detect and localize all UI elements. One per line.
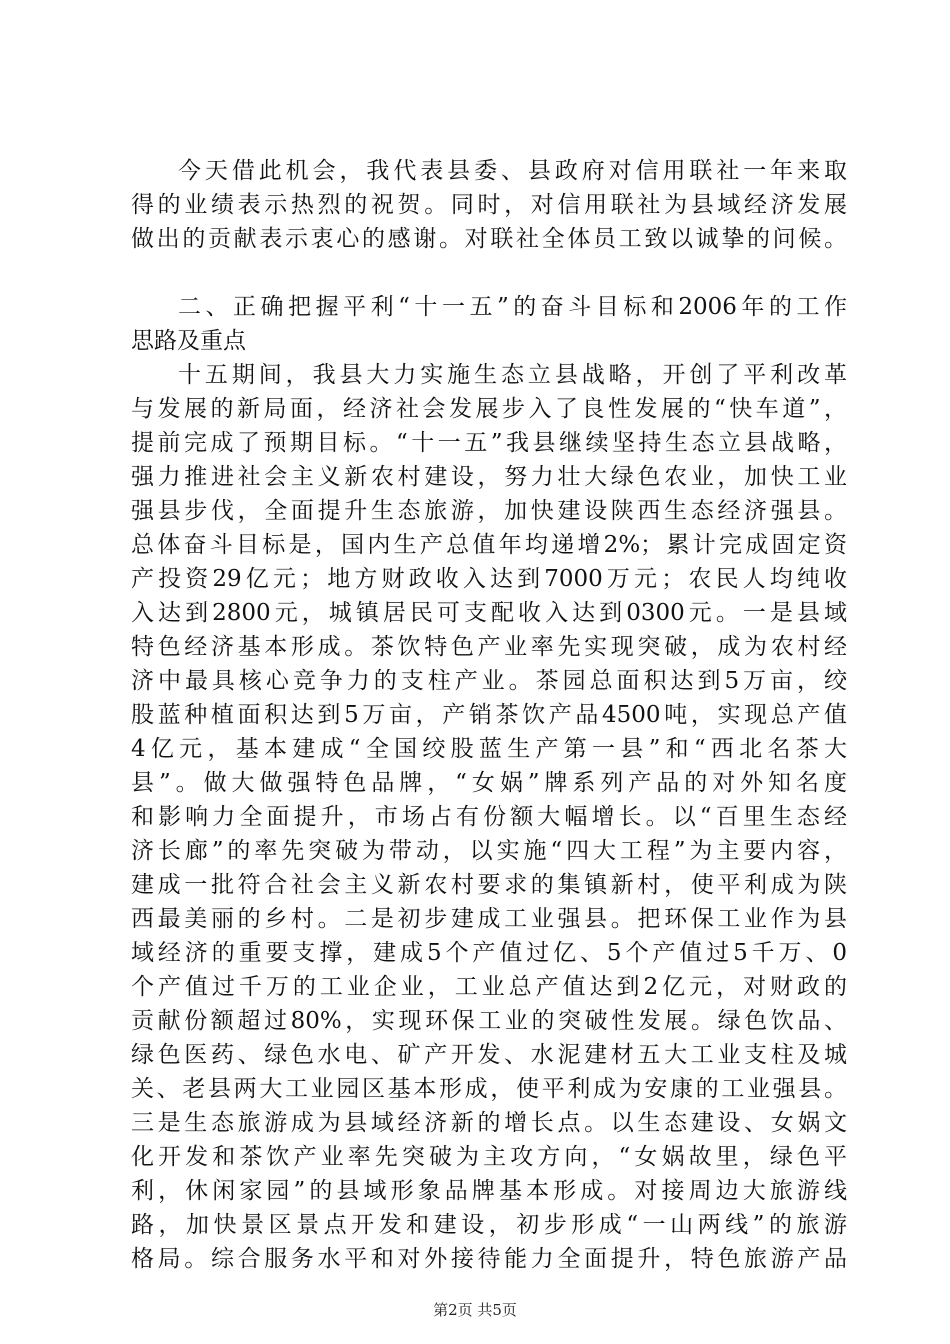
paragraph-1-line-1: 今天借此机会，我代表县委、县政府对信用联社一年来取 [178,158,847,184]
paragraph-2-line-23: 三是生态旅游成为县域经济新的增长点。以生态建设、女娲文 [131,1110,847,1136]
section-heading-line-1: 二、正确把握平利“十一五”的奋斗目标和2006年的工作 [178,294,847,320]
paragraph-2-line-1: 十五期间，我县大力实施生态立县战略，开创了平利改革 [178,362,847,388]
paragraph-2-line-15: 济长廊”的率先突破为带动，以实施“四大工程”为主要内容， [131,838,847,864]
paragraph-1-line-2: 得的业绩表示热烈的祝贺。同时，对信用联社为县域经济发展 [131,192,847,218]
section-heading-line-2: 思路及重点 [131,328,246,354]
paragraph-2-line-9: 特色经济基本形成。茶饮特色产业率先实现突破，成为农村经 [131,634,847,660]
paragraph-2-line-24: 化开发和茶饮产业率先突破为主攻方向，“女娲故里，绿色平 [131,1144,847,1170]
paragraph-2-line-27: 格局。综合服务水平和对外接待能力全面提升，特色旅游产品 [131,1246,847,1272]
paragraph-2-line-17: 西最美丽的乡村。二是初步建成工业强县。把环保工业作为县 [131,906,847,932]
paragraph-2-line-7: 产投资29亿元；地方财政收入达到7000万元；农民人均纯收 [131,566,847,592]
paragraph-2-line-18: 域经济的重要支撑，建成5个产值过亿、5个产值过5千万、0 [131,940,847,966]
paragraph-2-line-4: 强力推进社会主义新农村建设，努力壮大绿色农业，加快工业 [131,464,847,490]
paragraph-2-line-19: 个产值过千万的工业企业，工业总产值达到2亿元，对财政的 [131,974,847,1000]
paragraph-2-line-13: 县”。做大做强特色品牌，“女娲”牌系列产品的对外知名度 [131,770,847,796]
paragraph-2-line-3: 提前完成了预期目标。“十一五”我县继续坚持生态立县战略， [131,430,847,456]
paragraph-2-line-10: 济中最具核心竞争力的支柱产业。茶园总面积达到5万亩，绞 [131,668,847,694]
paragraph-2-line-16: 建成一批符合社会主义新农村要求的集镇新村，使平利成为陕 [131,872,847,898]
paragraph-2-line-20: 贡献份额超过80%，实现环保工业的突破性发展。绿色饮品、 [131,1008,847,1034]
paragraph-2-line-6: 总体奋斗目标是，国内生产总值年均递增2%；累计完成固定资 [131,532,847,558]
paragraph-2-line-11: 股蓝种植面积达到5万亩，产销茶饮产品4500吨，实现总产值 [131,702,847,728]
paragraph-2-line-12: 4亿元，基本建成“全国绞股蓝生产第一县”和“西北名茶大 [131,736,847,762]
paragraph-2-line-5: 强县步伐，全面提升生态旅游，加快建设陕西生态经济强县。 [131,498,847,524]
paragraph-2-line-21: 绿色医药、绿色水电、矿产开发、水泥建材五大工业支柱及城 [131,1042,847,1068]
paragraph-2-line-14: 和影响力全面提升，市场占有份额大幅增长。以“百里生态经 [131,804,847,830]
paragraph-2-line-22: 关、老县两大工业园区基本形成，使平利成为安康的工业强县。 [131,1076,847,1102]
paragraph-2-line-2: 与发展的新局面，经济社会发展步入了良性发展的“快车道”， [131,396,847,422]
paragraph-1-line-3: 做出的贡献表示衷心的感谢。对联社全体员工致以诚挚的问候。 [131,226,847,252]
paragraph-2-line-25: 利，休闲家园”的县域形象品牌基本形成。对接周边大旅游线 [131,1178,847,1204]
paragraph-2-line-8: 入达到2800元，城镇居民可支配收入达到0300元。一是县域 [131,600,847,626]
page-number-footer: 第2页 共5页 [433,1301,517,1319]
paragraph-2-line-26: 路，加快景区景点开发和建设，初步形成“一山两线”的旅游 [131,1212,847,1238]
